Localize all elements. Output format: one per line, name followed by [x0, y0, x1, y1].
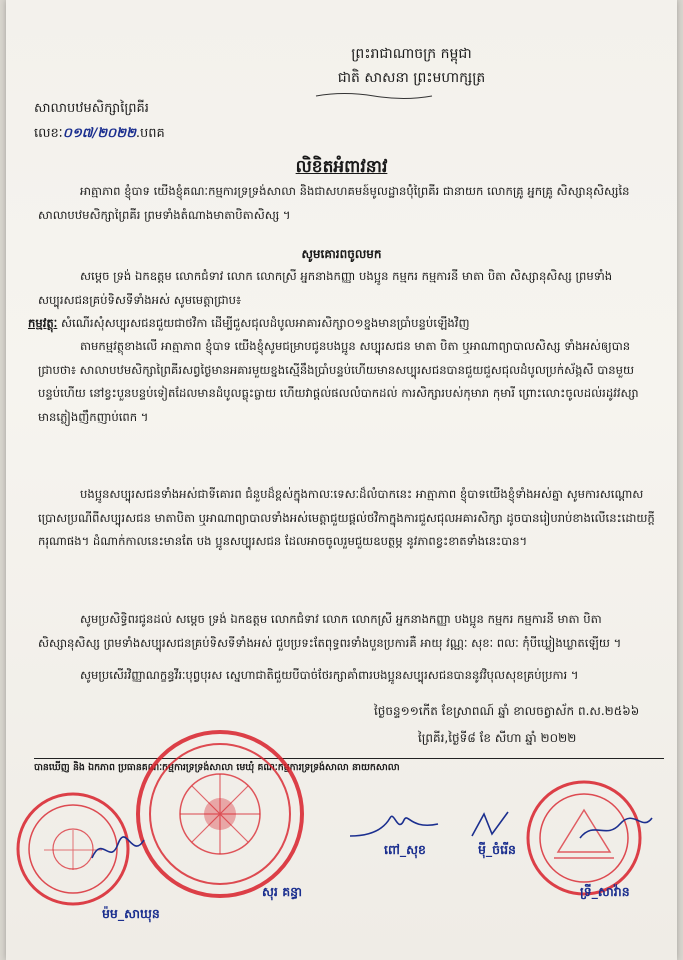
date-solar: ព្រៃគីរ,ថ្ងៃទី៨ ខែ សីហា ឆ្នាំ ២០២២ [418, 731, 577, 745]
signature-left [88, 830, 148, 870]
paragraph-appeal [38, 483, 656, 554]
name-mid3: ម៉ី_ចំរើន [478, 842, 516, 857]
paragraph-appeal-text: បងប្អូនសប្បុរសជនទាំងអស់ជាទីគោរព ជំនួបដ៏ខ្ពស់ក្នុងកាលៈទេសៈដ៏លំបាកនេះ អាត្មាភាព ខ្ញុំបាទយើងខ្ញុំទាំងអស់គ្នា សូមការសណ្តោសប្រោសប្រណីពីសប្បុរសជន មាតាបិតា ឬអាណាព្យាបាលទាំងអស់មេត្តាជួយផ្តល់ថវិកាក្នុងការជួសជុលអគារសិក្សា ដូចបានរៀបរាប់ខាងលើនេះដោយក្តីករុណាផង។ ដំណាក់កាលនេះមានតែ បង ប្អូនសប្បុរសជន ដែលអាចចូលរួមជួយឧបត្ថម្ភ នូវភាពខ្វះខាតទាំងនេះបាន។ [38, 487, 655, 548]
kingdom-header: ព្រះរាជាណាចក្រ កម្ពុជា [351, 46, 472, 62]
signature-mid2 [466, 806, 516, 842]
reference-handwritten: ០១៧/២០២២ [62, 126, 136, 141]
school-name: សាលាបឋមសិក្សាព្រៃគីរ [34, 101, 149, 116]
letter-title: លិខិតអំពាវនាវ [295, 157, 388, 177]
paragraph-situation-text: តាមកម្មវត្ថុខាងលើ អាត្មាភាព ខ្ញុំបាទ យើងខ្ញុំសូមជម្រាបជូនបងប្អូន សប្បុរសជន មាតា បិតា ឬអាណាព្យាបាលសិស្ស ទាំងអស់ឲ្យបានជ្រាបថា៖ សាលាបឋមសិក្សាព្រៃគីរសព្វថ្ងៃមានអគារមួយខ្នងស្មើនឹងប្រាំបន្ទប់ហើយមានសប្បុរសជនបានជួយជួសជុលដំបូលប្រក់ស័ង្កសី បានមួយបន្ទប់ហើយ នៅខ្វះបួនបន្ទប់ទៀតដែលមានដំបូលធ្លុះធ្លាយ ហើយវាផ្តល់ផលលំបាកដល់ ការសិក្សារបស់កុមារា កុមារី ព្រោះលោះចូលដល់រដូវវស្សាមានភ្លៀងញឹកញាប់ពេក ។ [38, 339, 639, 424]
name-mid1: សុរ គន្ធា [262, 884, 303, 899]
paragraph-blessing [38, 608, 656, 655]
paragraph-closing [38, 664, 656, 688]
paragraph-intro [38, 180, 656, 227]
signature-mid [346, 806, 442, 846]
reference-prefix: លេខៈ [34, 126, 63, 141]
document-page [6, 0, 677, 960]
school-committee-seal-stamp [134, 728, 306, 900]
name-right: ទ្រី_សាវ៉ាន [580, 884, 630, 899]
name-mid2: ពៅ_សុខ [384, 842, 426, 857]
subject-text: សំណើរសុំសប្បុរសជនជួយជាថវិកា ដើម្បីជួសជុលដំបូលអាគារសិក្សា០១ខ្នងមានប្រាំបន្ទប់ឡើងវិញ [60, 316, 470, 330]
paragraph-addressees-text: សម្តេច ទ្រង់ ឯកឧត្តម លោកជំទាវ លោក លោកស្រី អ្នកនាងកញ្ញា បងប្អូន កម្មករ កម្មការនី មាតា បិតា សិស្សានុសិស្ស ព្រមទាំងសប្បុរសជនគ្រប់ទិសទីទាំងអស់ សូមមេត្តាជ្រាប៖ [38, 269, 613, 307]
paragraph-intro-text: អាត្មាភាព ខ្ញុំបាទ យើងខ្ញុំគណៈកម្មការទ្រទ្រង់សាលា និងជាសហគមន៍មូលដ្ឋានប៉ុំព្រៃគីរ ជានាយក លោកគ្រូ អ្នកគ្រូ សិស្សានុសិស្សនៃសាលាបឋមសិក្សាព្រៃគីរ ព្រមទាំងតំណាងមាតាបិតាសិស្ស ។ [38, 184, 630, 222]
signature-titles-row: បានឃើញ និង ឯកភាព ប្រធានគណៈកម្មការទ្រទ្រង់សាលា មេឃុំ គណៈកម្មការទ្រទ្រង់សាលា នាយកសាលា [34, 758, 664, 775]
reference-number [34, 125, 165, 144]
paragraph-blessing-text: សូមប្រសិទ្ធិពរជូនដល់ សម្តេច ទ្រង់ ឯកឧត្តម លោកជំទាវ លោក លោកស្រី អ្នកនាងកញ្ញា បងប្អូន កម្មករ កម្មការនី មាតា បិតាសិស្សានុសិស្ស ព្រមទាំងសប្បុរសជនគ្រប់ទិសទីទាំងអស់ ជួបប្រទះតែពុទ្ធពរទាំងបួនប្រការគឺ អាយុ វណ្ណៈ សុខៈ ពលៈ កុំបីឃ្លៀងឃ្លាតឡើយ ។ [38, 612, 622, 650]
motto-header: ជាតិ សាសនា ព្រះមហាក្សត្រ [337, 70, 486, 86]
subject-label: កម្មវត្ថុៈ [28, 316, 58, 330]
header-flourish [314, 91, 434, 101]
paragraph-closing-text: សូមប្រសើរវិញ្ញាណក្ខន្ធវីរៈបុព្វបុរស ស្នេហាជាតិជួយបីបាច់ថែរក្សាគាំពារបងប្អូនសប្បុរសជនបាននូវវិបុលសុខគ្រប់ប្រការ ។ [80, 668, 579, 682]
paragraph-addressees [38, 265, 656, 312]
subject-line [28, 313, 658, 333]
reference-suffix: .បពគ [135, 126, 165, 141]
signature-right [576, 810, 656, 846]
salutation: សូមគោរពចូលមក [301, 247, 382, 261]
date-lunar: ថ្ងៃចន្ទ១១កើត ខែស្រាពណ៍ ឆ្នាំ ខាលចត្វាស័ក ព.ស.២៥៦៦ [374, 704, 640, 718]
name-left: ម៉ម_សាឃុន [102, 906, 160, 921]
paragraph-situation [38, 335, 656, 429]
